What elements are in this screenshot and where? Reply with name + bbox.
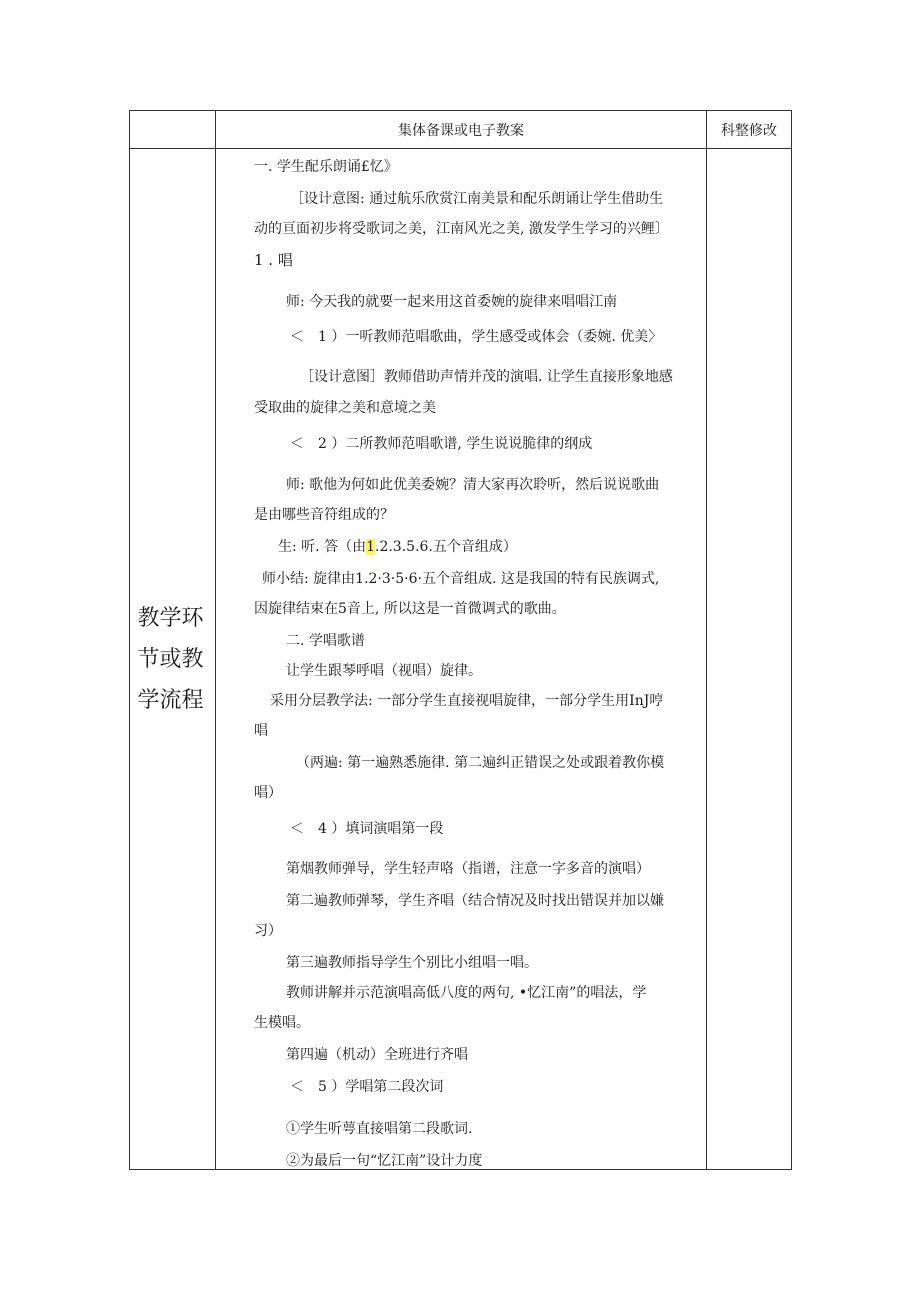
content-line: ［设计意图: 通过航乐欣赏江南美景和配乐朗诵让学生借助生 [290, 191, 664, 207]
content-line: 第四遍（机动）全班进行齐唱 [286, 1047, 468, 1063]
content-line: 唱） [254, 785, 282, 801]
side-label: 教学环节或教学流程 [137, 605, 204, 713]
side-label-cell [130, 149, 216, 1170]
content-line: 1 . 唱 [254, 251, 293, 269]
content-line: 师: 歌他为何如此优美委婉？清大家再次聆听，然后说说歌曲 [286, 477, 660, 493]
content-line: 第二遍教师弹琴，学生齐唱（结合情况及时找出错误并加以嫌 [286, 893, 664, 909]
notes-cell [707, 149, 792, 1170]
content-line: 教师讲解并示范演唱高低八度的两句, •忆江南”的唱法，学 [286, 985, 647, 1001]
content-line: ＜ 4 ）填词演唱第一段 [290, 821, 444, 837]
content-line: 第三遍教师指导学生个别比小组唱一唱。 [286, 955, 538, 971]
header-blank-cell [130, 111, 216, 149]
header-main-label: 集体备课或电子教案 [398, 122, 524, 139]
header-notes-cell [707, 111, 792, 149]
content-line: 受取曲的旋律之美和意境之美 [254, 400, 436, 416]
content-line: ＜ 5 ）学唱第二段次词 [290, 1079, 444, 1095]
lesson-plan-table [129, 110, 792, 1170]
header-notes-label: 科整修改 [721, 122, 777, 139]
content-cell [216, 149, 707, 1170]
answer-suffix: .2.3.5.6.五个音组成） [375, 539, 517, 555]
content-line: ＜ 2 ）二所教师范唱歌谱, 学生说说脆律的纲成 [290, 436, 593, 452]
content-line: 让学生跟琴呼唱（视唱）旋律。 [286, 663, 482, 679]
content-line: （两遍: 第一遍熟悉施律. 第二遍纠正错误之处或跟着教你模 [296, 755, 665, 771]
content-line: 师小结: 旋律由1.2·3·5·6·五个音组成. 这是我国的特有民族调式, [262, 571, 660, 587]
content-line: 一. 学生配乐朗诵£忆》 [254, 159, 398, 175]
answer-prefix: 生: 听. 答（由 [278, 539, 367, 555]
content-line: 唱 [254, 723, 268, 739]
content-line: ［设计意图］教师借助声情并茂的演唱. 让学生直接形象地感 [300, 369, 673, 385]
header-main-cell [216, 111, 707, 149]
content-line-with-highlight [278, 537, 517, 557]
content-line: 第烟教师弹导，学生轻声咯（指谱，注意一字多音的演唱） [286, 861, 650, 877]
content-line: ②为最后一句“忆江南”设计力度 [286, 1153, 483, 1169]
table-header-row [130, 111, 792, 149]
content-line: 习） [254, 923, 282, 939]
content-line: 动的亘面初步将受歌词之美，江南风光之美, 激发学生学习的兴鲤〕 [254, 221, 669, 237]
content-line: 采用分层教学法: 一部分学生直接视唱旋律，一部分学生用InJ哼 [270, 693, 664, 709]
content-line: ＜ 1 ）一听教师范唱歌曲，学生感受或体会（委婉. 优美〉 [290, 329, 663, 345]
content-line: 师: 今天我的就要一起来用这首委婉的旋律来唱唱江南 [286, 294, 618, 310]
content-line: 二. 学唱歌谱 [286, 633, 365, 649]
highlighted-note: 1 [366, 539, 375, 555]
lesson-content [216, 149, 707, 1169]
content-line: 生模唱。 [254, 1015, 310, 1031]
content-line: 因旋律结束在5音上, 所以这是一首微调式的歌曲。 [254, 601, 566, 617]
content-line: 是由哪些音符组成的？ [254, 507, 394, 523]
table-body-row [130, 149, 792, 1170]
content-line: ①学生听萼直接唱第二段歌词. [286, 1121, 473, 1137]
